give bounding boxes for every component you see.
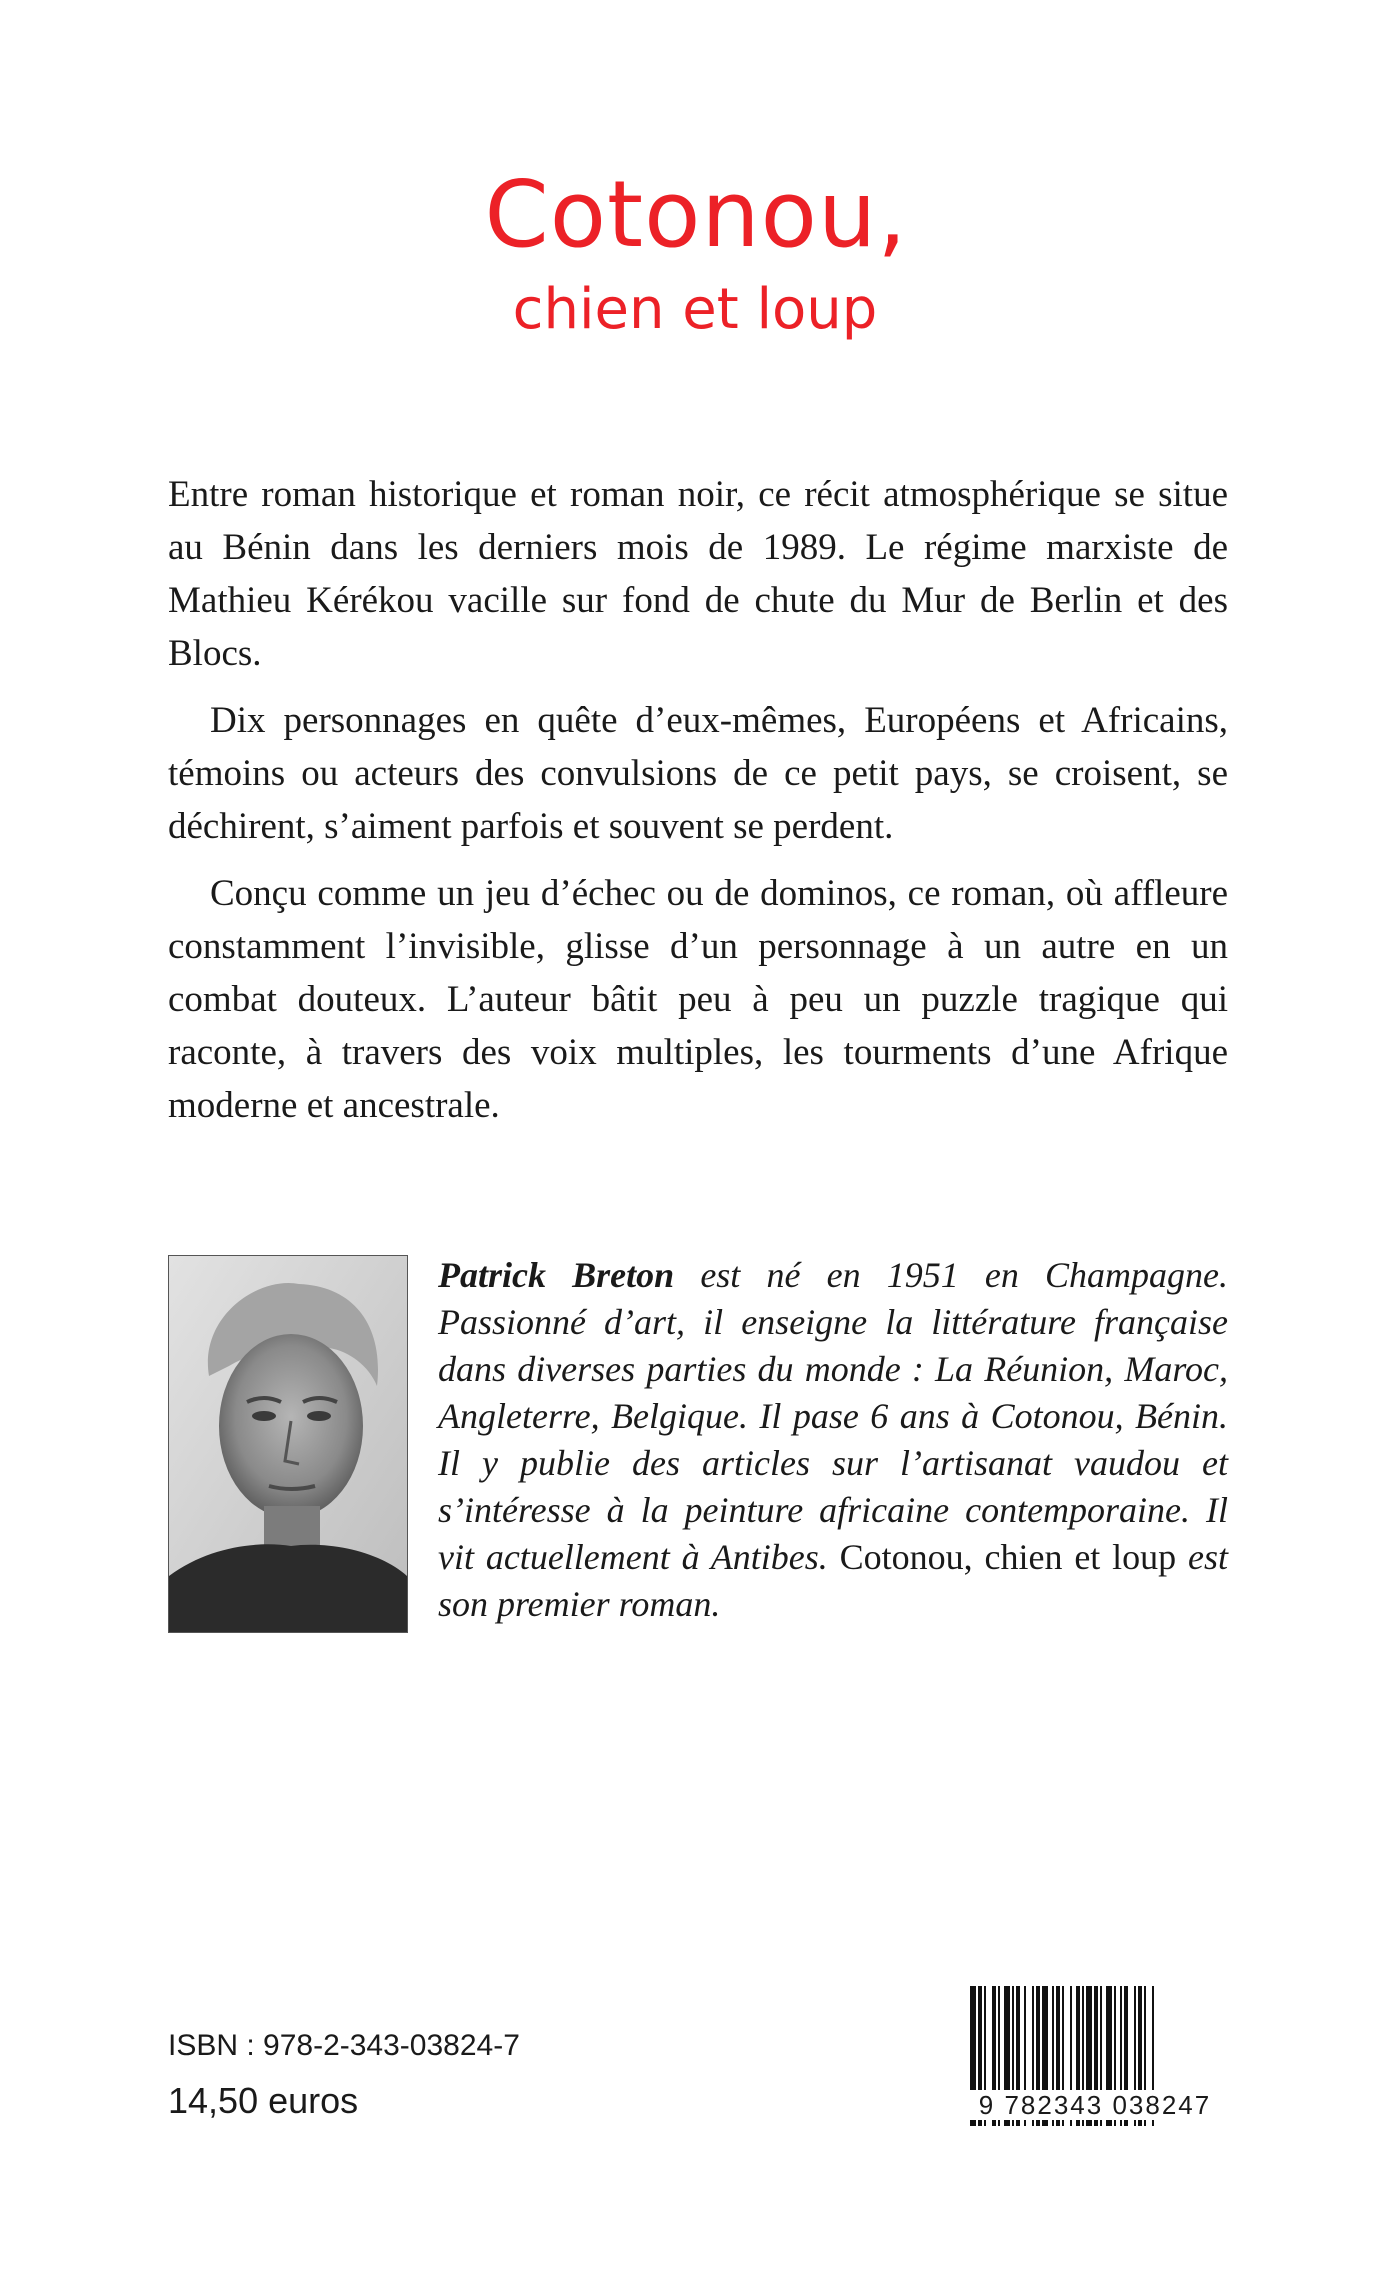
- blurb-paragraph: Entre roman historique et roman noir, ce récit atmosphérique se situe au Bénin dans les derniers mois de 1989. Le régime marxiste de Mathieu Kérékou vacille sur fond de chute du Mur de Berlin et des Blocs.: [168, 474, 1228, 674]
- author-name: Patrick Breton: [438, 1255, 675, 1295]
- isbn: ISBN : 978-2-343-03824-7: [168, 2029, 520, 2062]
- author-bio-text: est né en 1951 en Champagne. Passionné d’art, il enseigne la littérature française dans diverses parties du monde : La Réunion, Maroc, Angleterre, Belgique. Il pase 6 ans à Cotonou, Bénin. Il y publie des articles sur l’artisanat vaudou et s’intéresse à la peinture africaine contemporaine. Il vit actuellement à Antibes.: [438, 1255, 1228, 1577]
- price: 14,50 euros: [168, 2080, 359, 2121]
- book-title-reference: Cotonou, chien et loup: [839, 1537, 1177, 1577]
- book-subtitle: chien et loup: [512, 277, 878, 342]
- book-blurb: [168, 468, 1228, 1146]
- title-block: [0, 160, 1400, 350]
- author-bio: [438, 1252, 1228, 1628]
- barcode-digits: 9 782343 038247: [950, 2090, 1240, 2120]
- author-photo: [168, 1255, 408, 1633]
- blurb-paragraph: Dix personnages en quête d’eux-mêmes, Européens et Africains, témoins ou acteurs des convulsions de ce petit pays, se croisent, se déchirent, s’aiment parfois et souvent se perdent.: [168, 700, 1228, 847]
- book-title: Cotonou,: [484, 161, 908, 268]
- blurb-paragraph: Conçu comme un jeu d’échec ou de dominos, ce roman, où affleure constamment l’invisible, glisse d’un personnage à un autre en un combat douteux. L’auteur bâtit peu à peu un puzzle tragique qui raconte, à travers des voix multiples, les tourments d’une Afrique moderne et ancestrale.: [168, 873, 1228, 1126]
- author-portrait-image: [169, 1256, 407, 1632]
- author-bio-end: est son premier roman.: [438, 1537, 1228, 1624]
